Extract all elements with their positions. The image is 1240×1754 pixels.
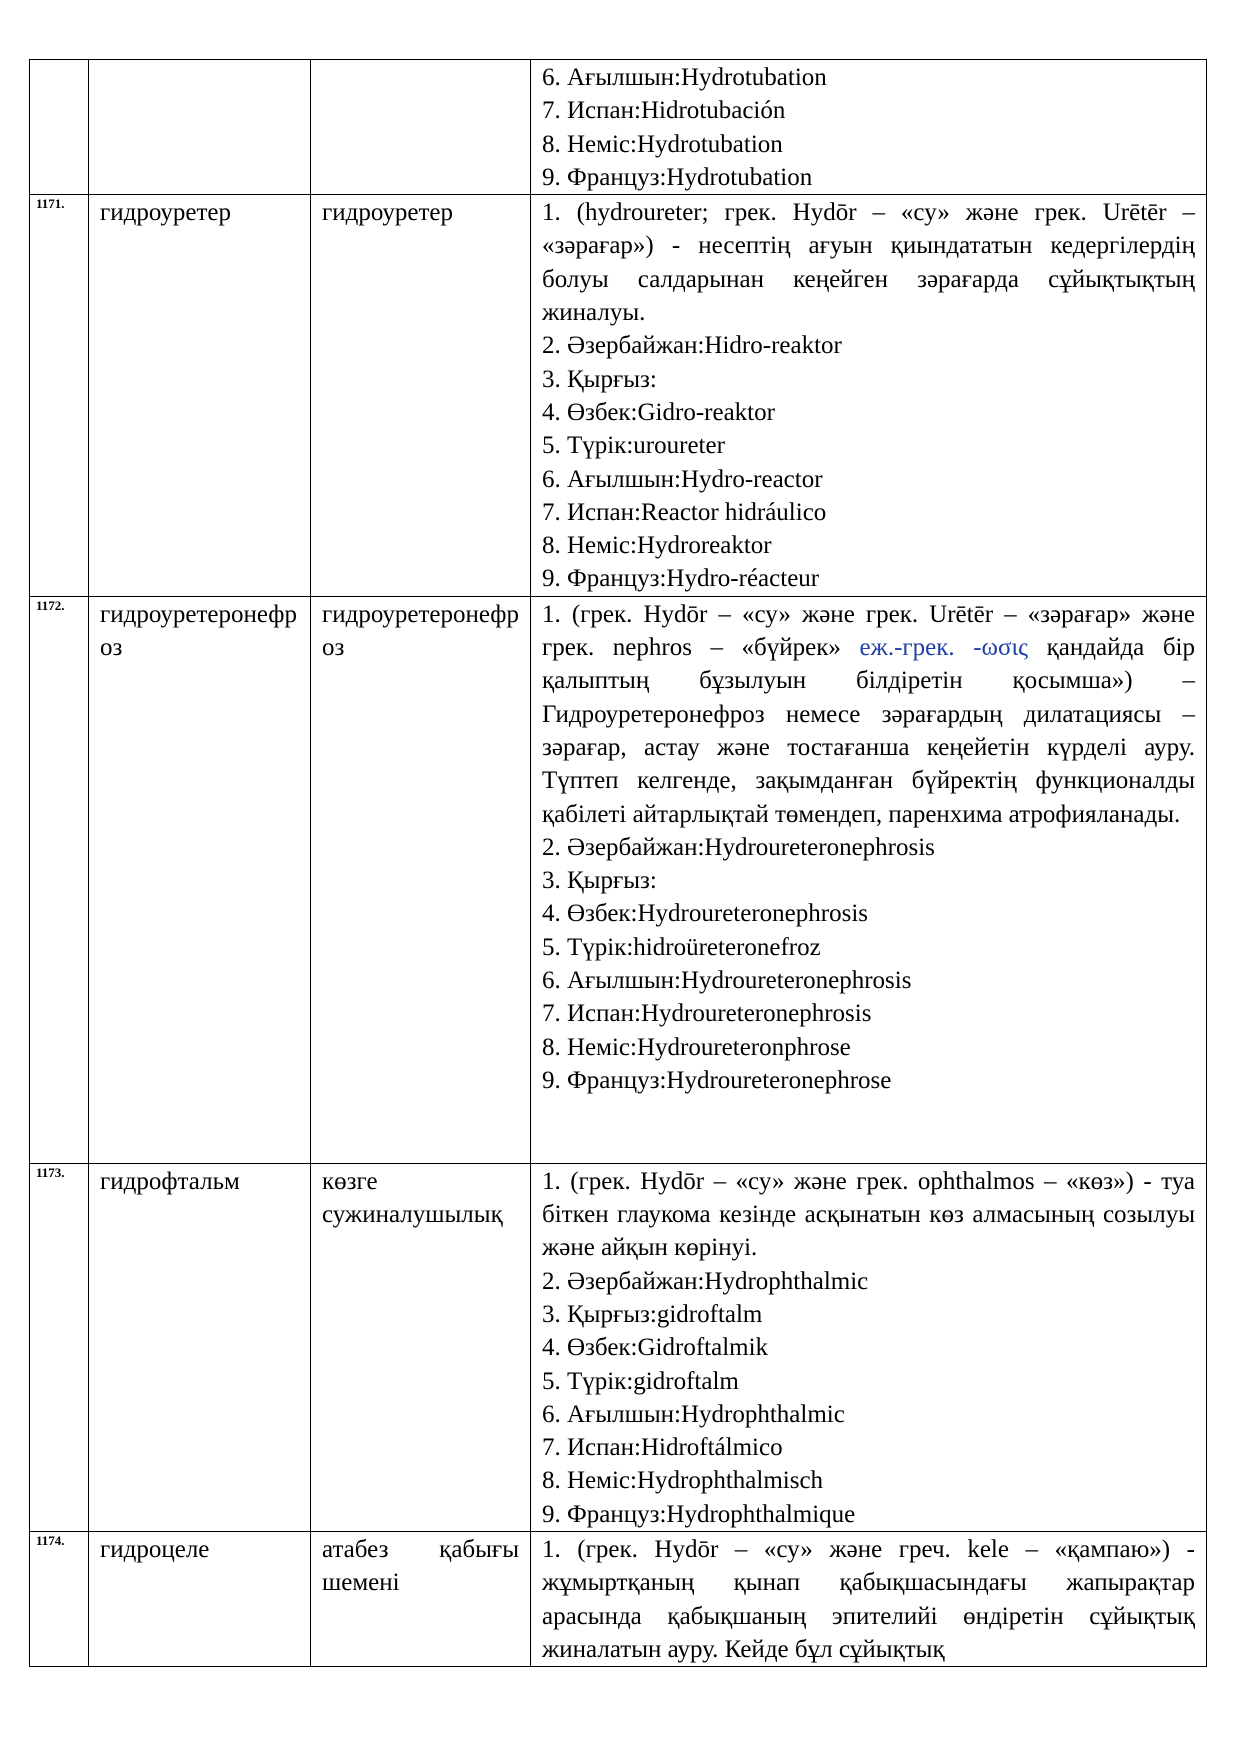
- language-equivalent: 4. Өзбек:Gidro-reaktor: [542, 398, 775, 426]
- table-row: [30, 1532, 1207, 1667]
- language-equivalent: 6. Ағылшын:Hydrotubation: [542, 64, 827, 91]
- language-equivalent: 5. Түрік:gidroftalm: [542, 1367, 739, 1395]
- entry-definition-cell: [531, 60, 1207, 195]
- table-row: [30, 596, 1207, 1163]
- language-equivalent: 9. Француз:Hydroureteronephrose: [542, 1066, 892, 1094]
- entry-term: гидроуретеронефроз: [89, 596, 311, 1163]
- entry-definition: 1. (hydroureter; грек. Hydōr – «су» және грек. Urētēr – «зәрағар») - несептің ағуын қиындататын кедергілердің болуы салдарынан кеңейген зәрағарда сұйықтықтың жиналуы.: [542, 199, 1195, 327]
- entry-number: 1173.: [30, 1163, 89, 1531]
- language-equivalent: 6. Ағылшын:Hydrophthalmic: [542, 1400, 845, 1428]
- entry-definition: 1. (грек. Hydōr – «су» және грек. ophthalmos – «көз») - туа біткен глаукома кезінде асқынатын көз алмасының созылуы және айқын көрінуі.: [542, 1167, 1195, 1262]
- entry-kazakh-term: гидроуретер: [311, 195, 531, 597]
- entry-definition-cell: [531, 596, 1207, 1163]
- language-equivalent: 8. Неміс:Hydroureteronphrose: [542, 1033, 851, 1061]
- greek-suffix-link[interactable]: еж.-грек. -ωσις: [859, 634, 1029, 662]
- table-row: [30, 1163, 1207, 1531]
- entry-definition-cell: [531, 195, 1207, 597]
- entry-number: [30, 60, 89, 195]
- language-equivalent: 3. Қырғыз:: [542, 867, 657, 895]
- entry-number: 1172.: [30, 596, 89, 1163]
- entry-kazakh-term: гидроуретеронефроз: [311, 596, 531, 1163]
- entry-number: 1171.: [30, 195, 89, 597]
- entry-term: [89, 60, 311, 195]
- table-row: [30, 60, 1207, 195]
- language-equivalent: 7. Испан:Hidrotubación: [542, 97, 786, 125]
- language-equivalent: 9. Француз:Hydrophthalmique: [542, 1500, 856, 1528]
- language-equivalent: 5. Түрік:hidroüreteronefroz: [542, 933, 821, 961]
- language-equivalent: 3. Қырғыз:gidroftalm: [542, 1300, 763, 1328]
- language-equivalent: 9. Француз:Hydrotubation: [542, 163, 813, 191]
- definition-text: 1. (грек. Hydōr – «су» және грек. Urētēr – «зәрағар» және грек. nephros – «бүйрек»: [542, 600, 1195, 662]
- language-equivalent: 7. Испан:Hidroftálmico: [542, 1434, 783, 1462]
- entry-kazakh-term: атабез қабығы шемені: [311, 1532, 531, 1667]
- language-equivalent: 6. Ағылшын:Hydroureteronephrosis: [542, 967, 912, 995]
- entry-definition-cell: [531, 1532, 1207, 1667]
- entry-term: гидрофтальм: [89, 1163, 311, 1531]
- entry-definition-cell: [531, 1163, 1207, 1531]
- language-equivalent: 3. Қырғыз:: [542, 365, 657, 393]
- entry-number: 1174.: [30, 1532, 89, 1667]
- language-equivalent: 4. Өзбек:Gidroftalmik: [542, 1334, 769, 1362]
- entry-term: гидроуретер: [89, 195, 311, 597]
- entry-definition: [542, 598, 1195, 831]
- language-equivalent: 9. Француз:Hydro-réacteur: [542, 565, 820, 593]
- language-equivalent: 8. Неміс:Hydrotubation: [542, 130, 783, 158]
- definition-text: қандайда бір қалыптың бұзылуын білдіретін қосымша») – Гидроуретеронефроз немесе зәрағардың дилатациясы – зәрағар, астау және тостағанша кеңейетін күрделі ауру. Түптеп келгенде, зақымданған бүйректің функционалды қабілеті айтарлықтай төмендеп, паренхима атрофияланады.: [542, 634, 1195, 828]
- language-equivalent: 7. Испан:Reactor hidráulico: [542, 498, 827, 526]
- language-equivalent: 6. Ағылшын:Hydro-reactor: [542, 465, 823, 493]
- entry-definition: 1. (грек. Hydōr – «су» және греч. kele – «қампаю») - жұмыртқаның қынап қабықшасындағы жапырақтар арасында қабықшаның эпителийі өндіретін сұйықтық жиналатын ауру. Кейде бұл сұйықтық: [542, 1536, 1195, 1663]
- entry-term: гидроцеле: [89, 1532, 311, 1667]
- table-row: [30, 195, 1207, 597]
- language-equivalent: 8. Неміс:Hydrophthalmisch: [542, 1467, 824, 1495]
- dictionary-table: [29, 59, 1207, 1667]
- language-equivalent: 5. Түрік:uroureter: [542, 432, 725, 460]
- language-equivalent: 8. Неміс:Hydroreaktor: [542, 532, 772, 560]
- language-equivalent: 2. Әзербайжан:Hidro-reaktor: [542, 332, 842, 360]
- entry-kazakh-term: көзге сужиналушылық: [311, 1163, 531, 1531]
- language-equivalent: 2. Әзербайжан:Hydrophthalmic: [542, 1267, 869, 1295]
- language-equivalent: 7. Испан:Hydroureteronephrosis: [542, 1000, 872, 1028]
- language-equivalent: 2. Әзербайжан:Hydroureteronephrosis: [542, 833, 935, 861]
- language-equivalent: 4. Өзбек:Hydroureteronephrosis: [542, 900, 869, 928]
- entry-kazakh-term: [311, 60, 531, 195]
